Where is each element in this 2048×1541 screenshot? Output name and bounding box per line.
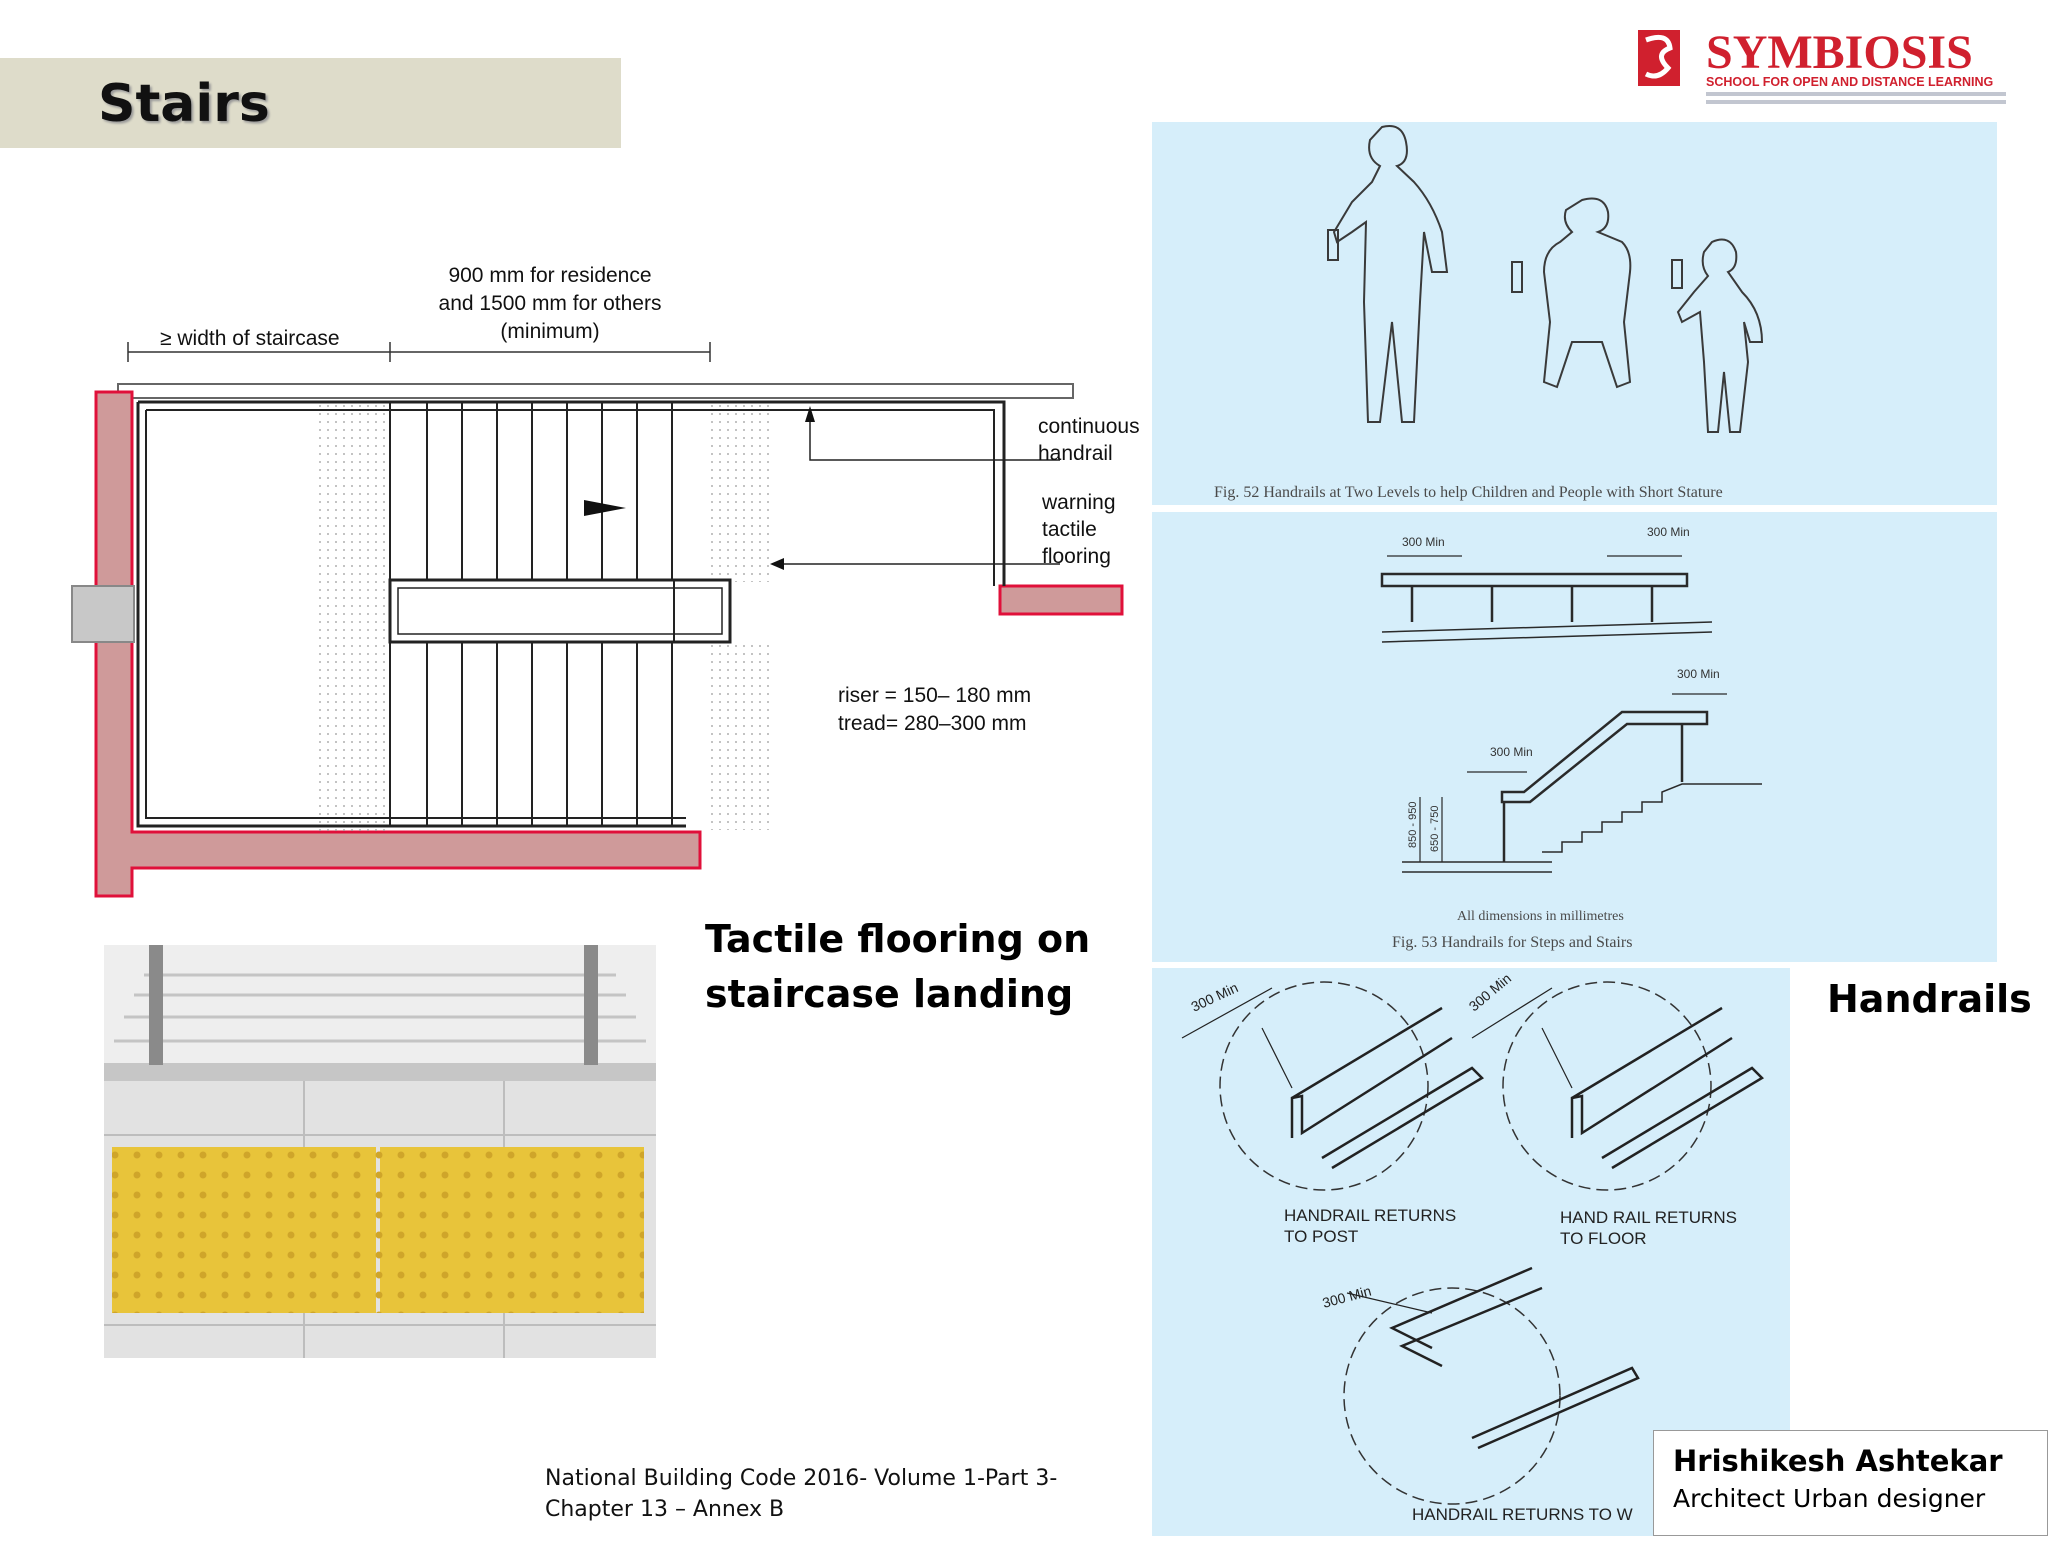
fig53-caption: Fig. 53 Handrails for Steps and Stairs <box>1392 934 1633 951</box>
returns-wall: HANDRAIL RETURNS TO W <box>1412 1505 1633 1524</box>
tactile-label-1: warning <box>1042 491 1116 514</box>
landing-label-1: 900 mm for residence <box>448 264 652 287</box>
logo-emblem-icon <box>1638 30 1680 86</box>
wheelchair-user-icon <box>1544 199 1630 388</box>
author-role: Architect Urban designer <box>1673 1484 1986 1513</box>
fig53-dim-c: 300 Min <box>1677 667 1720 681</box>
returns-floor-1: HAND RAIL RETURNS <box>1560 1208 1737 1227</box>
fig53-dim-b: 300 Min <box>1647 525 1690 539</box>
fig53-note: All dimensions in millimetres <box>1457 909 1624 924</box>
fig52-caption: Fig. 52 Handrails at Two Levels to help Children and People with Short Stature <box>1214 484 1723 501</box>
fig53-dim-d: 300 Min <box>1490 745 1533 759</box>
logo-name: SYMBIOSIS <box>1706 26 1973 79</box>
fig53-dim-a: 300 Min <box>1402 535 1445 549</box>
handrails-heading: Handrails <box>1827 977 2032 1021</box>
figure-53-panel <box>1152 512 1997 962</box>
logo-tagline: SCHOOL FOR OPEN AND DISTANCE LEARNING <box>1706 75 1994 89</box>
returns-floor-2: TO FLOOR <box>1560 1229 1647 1248</box>
author-name: Hrishikesh Ashtekar <box>1673 1444 2003 1478</box>
width-label: ≥ width of staircase <box>160 327 340 350</box>
fig53-height-a: 850 - 950 <box>1407 801 1419 848</box>
tactile-flooring-photo <box>104 945 656 1358</box>
stair-plan-diagram <box>60 250 1140 910</box>
tactile-label-3: flooring <box>1042 545 1111 568</box>
tactile-label-2: tactile <box>1042 518 1097 541</box>
riser-label: riser = 150– 180 mm <box>838 684 1032 707</box>
nbc-reference: National Building Code 2016- Volume 1-Part 3- Chapter 13 – Annex B <box>545 1466 1058 1522</box>
child-figure-icon <box>1678 240 1762 432</box>
symbiosis-logo <box>1618 18 2028 126</box>
returns-dim-b: 300 Min <box>1465 970 1515 1015</box>
returns-dim-a: 300 Min <box>1188 979 1241 1015</box>
figure-52-panel <box>1152 122 1997 505</box>
returns-dim-c: 300 Min <box>1320 1282 1373 1311</box>
landing-label-2: and 1500 mm for others <box>438 292 662 315</box>
handrail-label-1: continuous <box>1038 415 1140 438</box>
fig53-height-b: 650 - 750 <box>1429 805 1441 852</box>
tactile-heading: Tactile flooring on staircase landing <box>705 917 1091 1016</box>
returns-post-2: TO POST <box>1284 1227 1359 1246</box>
returns-post-1: HANDRAIL RETURNS <box>1284 1206 1457 1225</box>
landing-label-3: (minimum) <box>500 320 600 343</box>
slide-title: Stairs <box>98 74 270 134</box>
title-bar <box>0 58 621 148</box>
adult-figure-icon <box>1334 126 1447 422</box>
tread-label: tread= 280–300 mm <box>838 712 1027 735</box>
handrail-label-2: handrail <box>1038 442 1113 465</box>
